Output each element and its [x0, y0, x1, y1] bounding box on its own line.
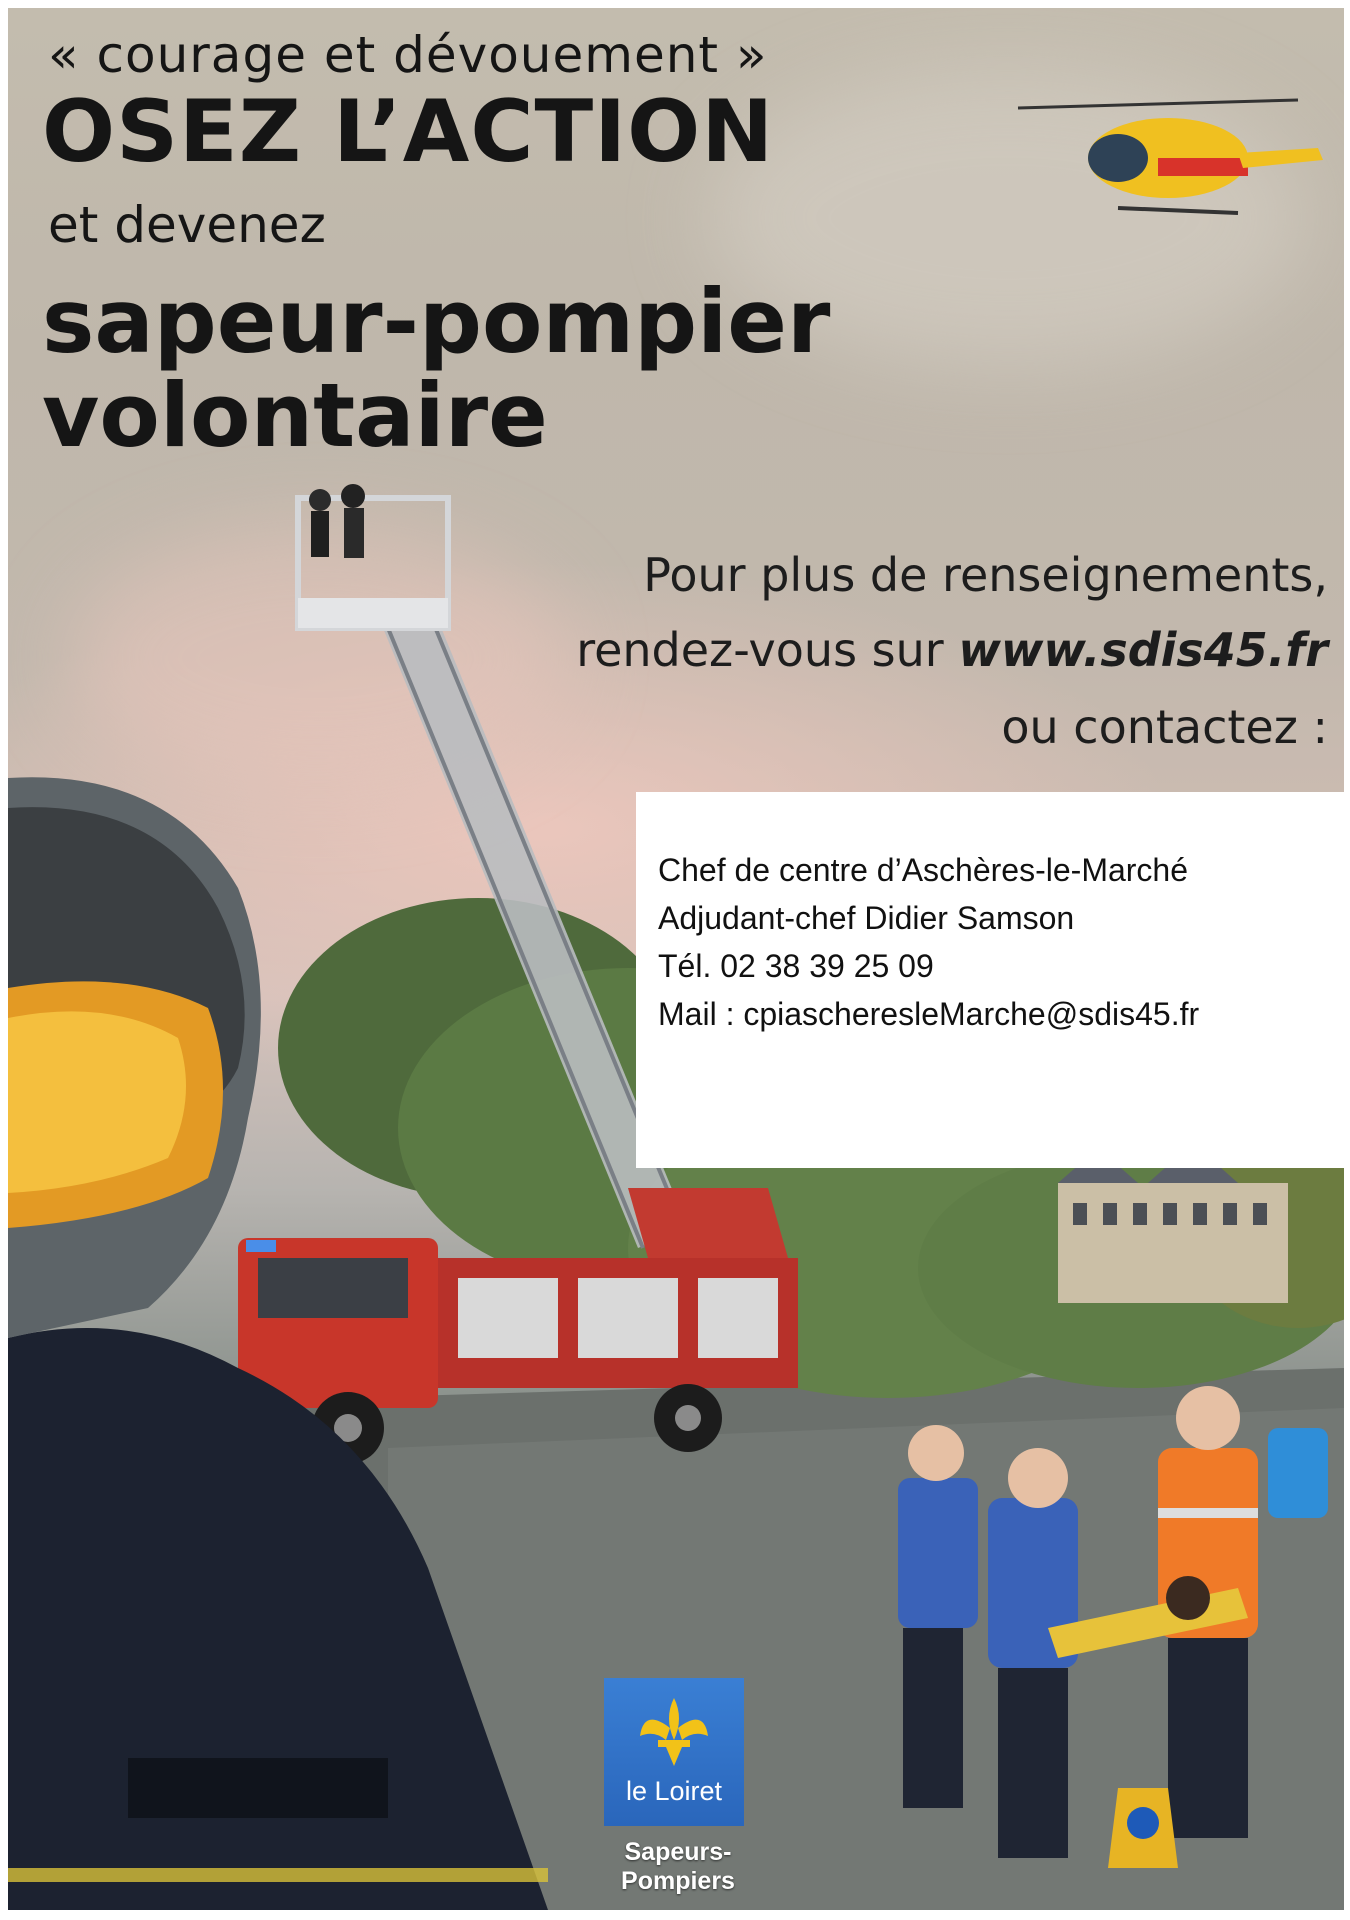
- contact-title: Chef de centre d’Aschères-le-Marché: [658, 852, 1189, 888]
- info-line-2: [576, 623, 1328, 677]
- fleur-de-lis-icon: [604, 1678, 744, 1778]
- contact-email[interactable]: Mail : cpiascheresleMarche@sdis45.fr: [658, 996, 1200, 1032]
- tagline: « courage et dévouement »: [48, 26, 768, 84]
- website-link[interactable]: www.sdis45.fr: [958, 623, 1328, 677]
- poster: [8, 8, 1344, 1910]
- loiret-logo: [604, 1678, 744, 1826]
- contact-card: [636, 792, 1344, 1168]
- become-text: et devenez: [48, 196, 326, 254]
- contact-phone: Tél. 02 38 39 25 09: [658, 948, 934, 984]
- call-to-action-heading: OSEZ L’ACTION: [42, 82, 775, 182]
- info-line-1: Pour plus de renseignements,: [643, 548, 1328, 602]
- logo-text: le Loiret: [625, 1776, 723, 1806]
- info-line-3: ou contactez :: [1001, 700, 1328, 754]
- helicopter-illustration: [1018, 100, 1323, 213]
- role-heading-line2: volontaire: [42, 364, 548, 467]
- org-name: Sapeurs-Pompiers: [621, 1838, 735, 1895]
- info-line-2-prefix: rendez-vous sur: [576, 623, 959, 677]
- contact-person: Adjudant-chef Didier Samson: [658, 900, 1075, 936]
- role-heading-line1: sapeur-pompier: [42, 270, 831, 373]
